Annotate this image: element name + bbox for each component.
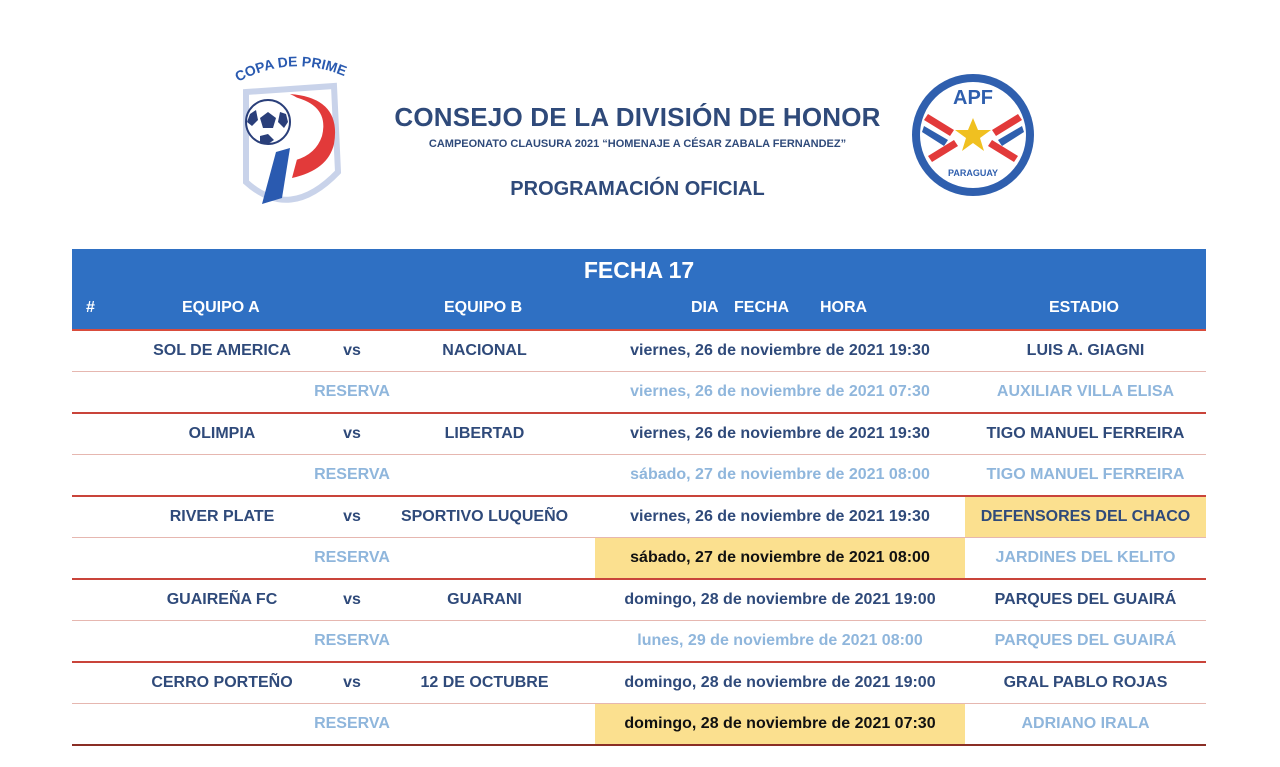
table-header-band [72, 249, 1206, 331]
table-row [72, 663, 1206, 704]
table-row [72, 497, 1206, 538]
reserve-label: RESERVA [314, 715, 390, 732]
match-date: domingo, 28 de noviembre de 2021 19:00 [624, 591, 936, 608]
stadium: PARQUES DEL GUAIRÁ [994, 632, 1177, 649]
table-row [72, 372, 1206, 414]
match-date: viernes, 26 de noviembre de 2021 19:30 [630, 508, 930, 525]
apf-logo [908, 70, 1038, 200]
table-row [72, 580, 1206, 621]
apf-text: APF [953, 87, 993, 109]
table-row [72, 414, 1206, 455]
match-date-highlighted: sábado, 27 de noviembre de 2021 08:00 [595, 538, 965, 578]
stadium: TIGO MANUEL FERREIRA [986, 466, 1185, 483]
match-date: lunes, 29 de noviembre de 2021 08:00 [637, 632, 923, 649]
team-b: 12 DE OCTUBRE [420, 674, 549, 691]
reserve-label: RESERVA [314, 632, 390, 649]
reserve-label: RESERVA [314, 383, 390, 400]
left-logo-text: COPA DE PRIME [232, 53, 350, 85]
table-row [72, 704, 1206, 746]
match-date-highlighted: domingo, 28 de noviembre de 2021 07:30 [595, 704, 965, 744]
vs-label: vs [343, 508, 361, 525]
team-a: GUAIREÑA FC [166, 591, 278, 608]
vs-label: vs [343, 674, 361, 691]
fecha-title: FECHA 17 [583, 257, 695, 283]
team-a: CERRO PORTEÑO [151, 674, 293, 691]
page-subtitle: CAMPEONATO CLAUSURA 2021 “HOMENAJE A CÉSAR ZABALA FERNANDEZ” [428, 138, 847, 150]
match-date: viernes, 26 de noviembre de 2021 07:30 [630, 383, 930, 400]
program-heading: PROGRAMACIÓN OFICIAL [510, 178, 765, 200]
table-row [72, 331, 1206, 372]
stadium: ADRIANO IRALA [1021, 715, 1150, 732]
match-date: viernes, 26 de noviembre de 2021 19:30 [630, 425, 930, 442]
stadium: TIGO MANUEL FERREIRA [986, 425, 1185, 442]
reserve-label: RESERVA [314, 466, 390, 483]
vs-label: vs [343, 425, 361, 442]
match-date: domingo, 28 de noviembre de 2021 19:00 [624, 674, 936, 691]
team-b: GUARANI [447, 591, 522, 608]
table-row [72, 455, 1206, 497]
copa-de-primera-logo [230, 52, 350, 217]
team-b: SPORTIVO LUQUEÑO [400, 508, 569, 525]
vs-label: vs [343, 591, 361, 608]
team-a: SOL DE AMERICA [153, 342, 291, 359]
team-b: LIBERTAD [444, 425, 525, 442]
header-hora: HORA [820, 299, 868, 316]
stadium: AUXILIAR VILLA ELISA [996, 383, 1175, 400]
stadium: PARQUES DEL GUAIRÁ [994, 591, 1177, 608]
stadium-highlighted: DEFENSORES DEL CHACO [965, 497, 1206, 537]
stadium: LUIS A. GIAGNI [1026, 342, 1145, 359]
header-dia: DIA [691, 299, 719, 316]
table-row [72, 621, 1206, 663]
page-title: CONSEJO DE LA DIVISIÓN DE HONOR [394, 102, 881, 132]
schedule-table [72, 249, 1206, 746]
table-row [72, 538, 1206, 580]
header-team-a: EQUIPO A [182, 299, 260, 316]
vs-label: vs [343, 342, 361, 359]
header-estadio: ESTADIO [1049, 299, 1119, 316]
reserve-label: RESERVA [314, 549, 390, 566]
header-team-b: EQUIPO B [444, 299, 523, 316]
team-a: RIVER PLATE [169, 508, 275, 525]
match-date: sábado, 27 de noviembre de 2021 08:00 [630, 466, 930, 483]
stadium: JARDINES DEL KELITO [995, 549, 1176, 566]
match-date: viernes, 26 de noviembre de 2021 19:30 [630, 342, 930, 359]
header-fecha: FECHA [734, 299, 790, 316]
team-a: OLIMPIA [188, 425, 256, 442]
header-num: # [86, 299, 95, 316]
team-b: NACIONAL [442, 342, 527, 359]
paraguay-text: PARAGUAY [947, 168, 999, 178]
stadium: GRAL PABLO ROJAS [1003, 674, 1168, 691]
